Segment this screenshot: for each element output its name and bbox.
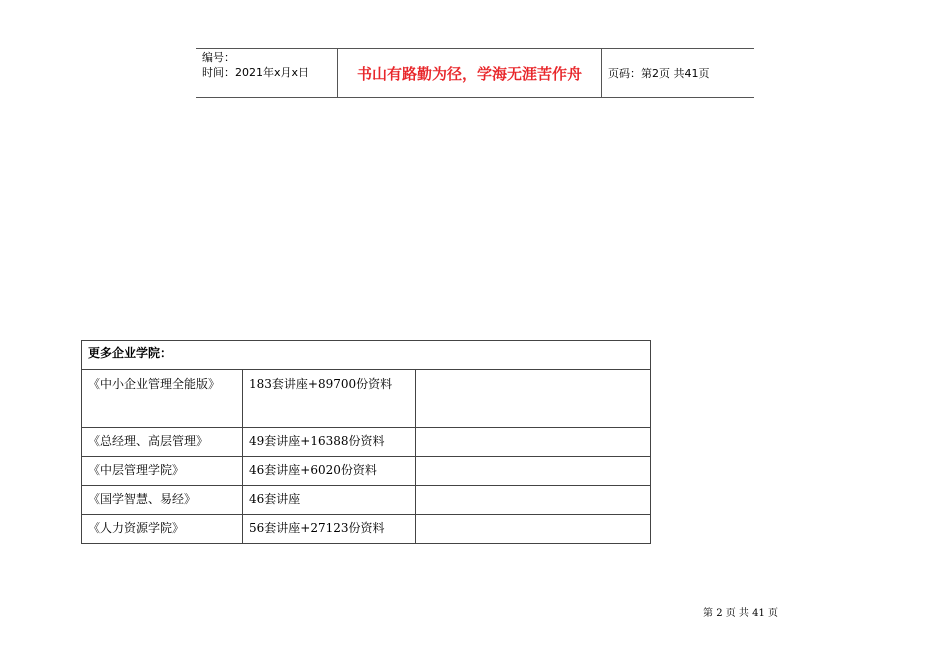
course-name: 《人力资源学院》 (82, 515, 243, 544)
table-row (82, 370, 651, 428)
table-row (82, 486, 651, 515)
course-desc: 56套讲座+27123份资料 (243, 515, 416, 544)
table-title: 更多企业学院： (82, 341, 651, 370)
course-name: 《国学智慧、易经》 (82, 486, 243, 515)
table-row (82, 515, 651, 544)
course-extra (416, 486, 651, 515)
header-motto: 书山有路勤为径，学海无涯苦作舟 (338, 49, 602, 97)
table-row (82, 457, 651, 486)
course-desc: 46套讲座 (243, 486, 416, 515)
course-desc: 183套讲座+89700份资料 (243, 370, 416, 428)
table-row (82, 428, 651, 457)
course-extra (416, 457, 651, 486)
course-name: 《中小企业管理全能版》 (82, 370, 243, 428)
course-desc: 46套讲座+6020份资料 (243, 457, 416, 486)
page-header (196, 48, 754, 98)
page-footer: 第 2 页 共 41 页 (703, 608, 778, 619)
course-extra (416, 515, 651, 544)
table-title-row (82, 341, 651, 370)
course-extra (416, 428, 651, 457)
course-desc: 49套讲座+16388份资料 (243, 428, 416, 457)
number-label: 编号： (202, 51, 235, 64)
header-page-code: 页码：第2页 共41页 (608, 67, 710, 80)
header-meta (196, 49, 338, 97)
time-label: 时间：2021年x月x日 (202, 66, 310, 79)
course-name: 《中层管理学院》 (82, 457, 243, 486)
academy-table (81, 340, 651, 544)
course-name: 《总经理、高层管理》 (82, 428, 243, 457)
course-extra (416, 370, 651, 428)
